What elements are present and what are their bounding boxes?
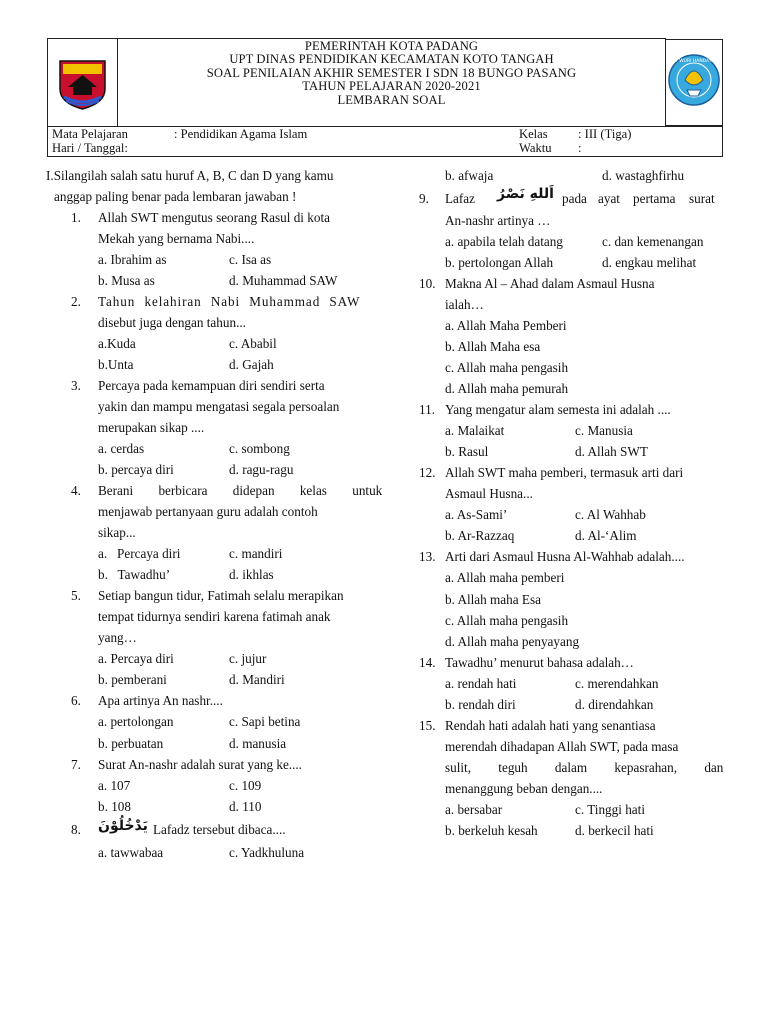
option-b: b. Rasul [445, 444, 489, 459]
option-c: c. Manusia [575, 423, 633, 438]
question-text: Asmaul Husna... [445, 486, 533, 501]
header-line-2: UPT DINAS PENDIDIKAN KECAMATAN KOTO TANGAH [229, 52, 554, 67]
option-c: c. Tinggi hati [575, 802, 645, 817]
question-text: menanggung beban dengan.... [445, 781, 603, 796]
date-label: Hari / Tanggal: [52, 141, 128, 155]
option-b: b. Musa as [98, 273, 155, 288]
tut-wuri-handayani-logo [665, 39, 723, 126]
document-header [47, 38, 719, 127]
option-a: a. cerdas [98, 441, 145, 456]
option-d: d. wastaghfirhu [602, 168, 685, 183]
option-b: b. pertolongan Allah [445, 255, 554, 270]
question-number: 2. [71, 294, 81, 309]
option-c: c. dan kemenangan [602, 234, 704, 249]
instruction-line-2: anggap paling benar pada lembaran jawaban ! [54, 189, 297, 204]
option-b: b. Ar-Razzaq [445, 528, 515, 543]
question-number: 10. [419, 276, 436, 291]
option-d: d. manusia [229, 736, 287, 751]
question-text: merupakan sikap .... [98, 420, 205, 435]
option-b: b. perbuatan [98, 736, 164, 751]
question-text: Surat An-nashr adalah surat yang ke.... [98, 757, 302, 772]
option-b: b.Unta [98, 357, 134, 372]
question-text: tempat tidurnya sendiri karena fatimah anak [98, 609, 331, 624]
question-word: pada [562, 191, 587, 206]
question-text: merendah dihadapan Allah SWT, pada masa [445, 739, 679, 754]
question-number: 14. [419, 655, 436, 670]
class-value: : III (Tiga) [578, 127, 632, 141]
question-text: Rendah hati adalah hati yang senantiasa [445, 718, 656, 733]
option-d: d. Muhammad SAW [229, 273, 338, 288]
time-value: : [578, 141, 582, 155]
option-b: b. percaya diri [98, 462, 174, 477]
question-number: 13. [419, 549, 436, 564]
option-d: d. ikhlas [229, 567, 274, 582]
option-c: c. Isa as [229, 252, 272, 267]
question-word: ayat [598, 191, 620, 206]
question-text: Tawadhu’ menurut bahasa adalah… [445, 655, 634, 670]
question-text: disebut juga dengan tahun... [98, 315, 246, 330]
question-text: Mekah yang bernama Nabi.... [98, 231, 255, 246]
option-d: d. Allah maha pemurah [445, 381, 569, 396]
question-number: 1. [71, 210, 81, 225]
option-b: b. Allah Maha esa [445, 339, 541, 354]
question-number: 11. [419, 402, 435, 417]
question-number: 9. [419, 191, 429, 206]
header-text [118, 39, 665, 107]
option-a: a. Malaikat [445, 423, 505, 438]
option-a: a.Kuda [98, 336, 136, 351]
option-b: b. afwaja [445, 168, 494, 183]
option-d: d. direndahkan [575, 697, 654, 712]
option-c: c. Sapi betina [229, 714, 301, 729]
question-text: yang… [98, 630, 137, 645]
option-d: d. Gajah [229, 357, 274, 372]
option-b: b. Allah maha Esa [445, 592, 541, 607]
question-text: Allah SWT mengutus seorang Rasul di kota [98, 210, 330, 225]
logo-motto: TUT WURI HANDAYANI [669, 59, 719, 64]
option-b: b. berkeluh kesah [445, 823, 538, 838]
question-number: 6. [71, 693, 81, 708]
option-c: c. mandiri [229, 546, 283, 561]
option-d: d. Allah maha penyayang [445, 634, 580, 649]
option-c: c. jujur [229, 651, 267, 666]
question-text: Arti dari Asmaul Husna Al-Wahhab adalah.... [445, 549, 685, 564]
question-number: 4. [71, 483, 81, 498]
question-text: Makna Al – Ahad dalam Asmaul Husna [445, 276, 655, 291]
time-label: Waktu [519, 141, 552, 155]
option-b: b. Tawadhu’ [98, 567, 171, 582]
subject-info-box [47, 126, 723, 157]
question-text: menjawab pertanyaan guru adalah contoh [98, 504, 318, 519]
option-d: d. 110 [229, 799, 262, 814]
header-line-4: TAHUN PELAJARAN 2020-2021 [302, 79, 481, 94]
question-number: 7. [71, 757, 81, 772]
question-number: 8. [71, 822, 81, 837]
option-a: a. bersabar [445, 802, 503, 817]
option-d: d. Mandiri [229, 672, 285, 687]
option-b: b. rendah diri [445, 697, 516, 712]
option-d: d. Allah SWT [575, 444, 648, 459]
question-text: Yang mengatur alam semesta ini adalah .... [445, 402, 671, 417]
option-c: c. Yadkhuluna [229, 845, 305, 860]
option-a: a. pertolongan [98, 714, 174, 729]
option-d: d. Al-‘Alim [575, 528, 637, 543]
question-word: pertama [633, 191, 676, 206]
option-a: a. tawwabaa [98, 845, 164, 860]
question-text: Allah SWT maha pemberi, termasuk arti dari [445, 465, 684, 480]
option-c: c. Ababil [229, 336, 277, 351]
question-text: Apa artinya An nashr.... [98, 693, 223, 708]
arabic-phrase: اَللهِ نَصْرُ [497, 186, 554, 202]
header-line-3: SOAL PENILAIAN AKHIR SEMESTER I SDN 18 BUNGO PASANG [206, 65, 577, 80]
subject-value: : Pendidikan Agama Islam [174, 127, 308, 141]
question-number: 15. [419, 718, 436, 733]
option-a: a. Percaya diri [98, 546, 181, 561]
question-text: Berani berbicara didepan kelas untuk [98, 483, 383, 498]
option-b: b. pemberani [98, 672, 167, 687]
question-text: Lafadz tersebut dibaca.... [153, 822, 286, 837]
question-text: ialah… [445, 297, 484, 312]
question-text: Setiap bangun tidur, Fatimah selalu merapikan [98, 588, 344, 603]
question-number: 12. [419, 465, 436, 480]
question-text: Tahun kelahiran Nabi Muhammad SAW [98, 294, 361, 309]
option-d: d. engkau melihat [602, 255, 697, 270]
question-number: 5. [71, 588, 81, 603]
option-c: c. Allah maha pengasih [445, 360, 569, 375]
option-c: c. merendahkan [575, 676, 659, 691]
question-number: 3. [71, 378, 81, 393]
option-d: d. ragu-ragu [229, 462, 294, 477]
question-text: An-nashr artinya … [445, 213, 551, 228]
option-c: c. Al Wahhab [575, 507, 646, 522]
subject-label: Mata Pelajaran [52, 127, 128, 141]
option-d: d. berkecil hati [575, 823, 654, 838]
option-a: a. rendah hati [445, 676, 517, 691]
option-a: a. Allah maha pemberi [445, 570, 565, 585]
arabic-word: يَدْخُلُوْنَ [98, 818, 148, 834]
option-a: a. 107 [98, 778, 131, 793]
option-a: a. apabila telah datang [445, 234, 563, 249]
option-a: a. Allah Maha Pemberi [445, 318, 567, 333]
question-word: surat [689, 191, 715, 206]
instruction-line-1: I.Silangilah salah satu huruf A, B, C dan D yang kamu [46, 168, 334, 183]
option-c: c. 109 [229, 778, 262, 793]
question-text: Percaya pada kemampuan diri sendiri serta [98, 378, 325, 393]
option-b: b. 108 [98, 799, 131, 814]
question-text: sulit, teguh dalam kepasrahan, dan [445, 760, 724, 775]
option-a: a. Percaya diri [98, 651, 174, 666]
option-c: c. sombong [229, 441, 290, 456]
padang-city-logo [48, 39, 118, 126]
class-label: Kelas [519, 127, 548, 141]
option-c: c. Allah maha pengasih [445, 613, 569, 628]
header-line-1: PEMERINTAH KOTA PADANG [304, 39, 479, 53]
question-text: yakin dan mampu mengatasi segala persoalan [98, 399, 340, 414]
question-word: Lafaz [445, 191, 476, 206]
option-a: a. As-Sami’ [445, 507, 508, 522]
option-a: a. Ibrahim as [98, 252, 167, 267]
header-line-5: LEMBARAN SOAL [337, 92, 446, 107]
question-text: sikap... [98, 525, 136, 540]
